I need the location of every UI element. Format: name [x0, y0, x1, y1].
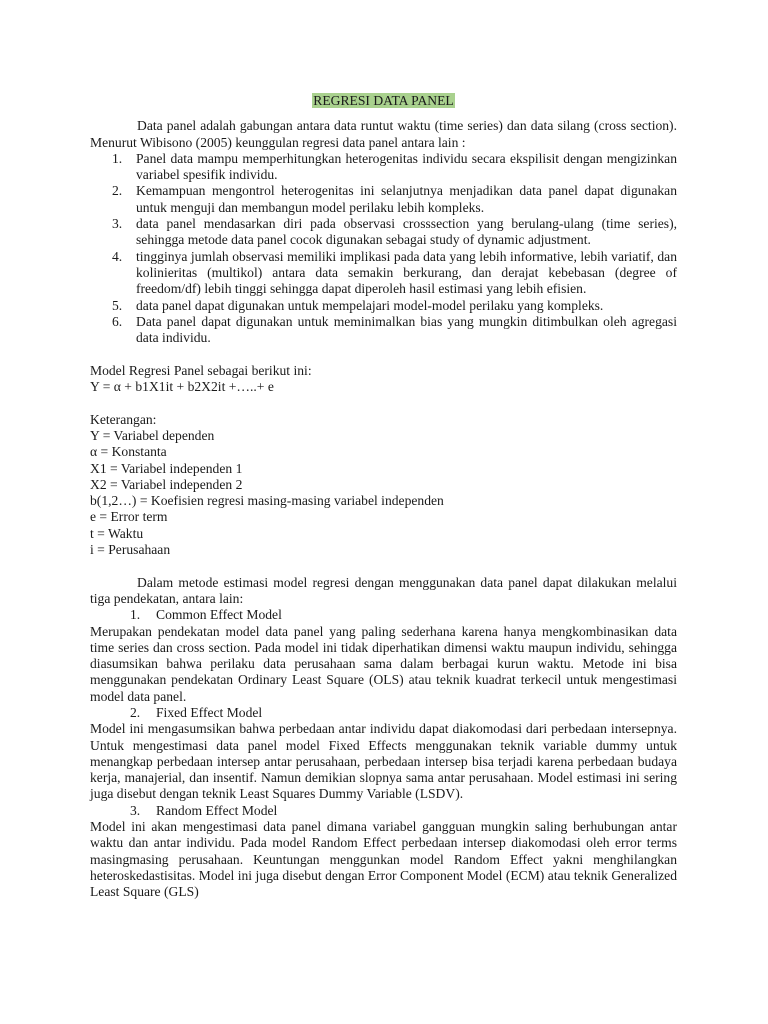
- keterangan-line: α = Konstanta: [90, 444, 167, 460]
- approach-name: Fixed Effect Model: [156, 704, 263, 720]
- approach-name: Random Effect Model: [156, 802, 278, 818]
- approach-heading: [90, 607, 677, 623]
- list-text: data panel mendasarkan diri pada observasi crosssection yang berulang-ulang (time series), sehingga metode data panel cocok digunakan sebagai study of dynamic adjustment.: [136, 216, 677, 248]
- keterangan-title: Keterangan:: [90, 411, 157, 427]
- spacer: [90, 346, 677, 362]
- keterangan-line: i = Perusahaan: [90, 542, 171, 558]
- model-equation: Y = α + b1X1it + b2X2it +…..+ e: [90, 379, 274, 395]
- model-intro: Model Regresi Panel sebagai berikut ini:: [90, 362, 312, 378]
- approach-intro: Dalam metode estimasi model regresi dengan menggunakan data panel dapat dilakukan melalui tiga pendekatan, antara lain:: [90, 574, 677, 606]
- list-text: data panel dapat digunakan untuk mempelajari model-model perilaku yang kompleks.: [136, 297, 604, 313]
- keterangan-line: t = Waktu: [90, 525, 144, 541]
- document-body: [90, 93, 677, 901]
- intro-paragraph: Data panel adalah gabungan antara data runtut waktu (time series) dan data silang (cross section). Menurut Wibisono (2005) keunggulan regresi data panel antara lain :: [90, 118, 677, 150]
- list-number: 1.: [112, 150, 123, 166]
- list-item: [90, 183, 677, 216]
- spacer: [90, 558, 677, 574]
- approach-description: Model ini mengasumsikan bahwa perbedaan antar individu dapat diakomodasi dari perbedaan intersepnya. Untuk mengestimasi data panel model Fixed Effects menggunakan teknik variable dummy untuk menangkap perbedaan intersep antar perusahaan, perbedaan intersep bisa terjadi karena perbedaan budaya kerja, manajerial, dan insentif. Namun demikian slopnya sama antar perusahaan. Model estimasi ini sering juga disebut dengan teknik Least Squares Dummy Variable (LSDV).: [90, 721, 677, 802]
- list-item: [90, 314, 677, 347]
- list-number: 2.: [112, 183, 123, 199]
- list-item: [90, 151, 677, 184]
- keterangan-line: X1 = Variabel independen 1: [90, 460, 243, 476]
- approach-number: 3.: [130, 802, 141, 818]
- advantages-list: [90, 151, 677, 347]
- approach-description: Merupakan pendekatan model data panel yang paling sederhana karena hanya mengkombinasikan data time series dan cross section. Pada model ini tidak diperhatikan dimensi waktu maupun individu, sehingga diasumsikan bahwa perilaku data perusahaan sama dalam berbagai kurun waktu. Metode ini bisa menggunakan pendekatan Ordinary Least Square (OLS) atau teknik kuadrat terkecil untuk mengestimasi model data panel.: [90, 623, 677, 704]
- keterangan-line: b(1,2…) = Koefisien regresi masing-masing variabel independen: [90, 493, 444, 509]
- keterangan-line: X2 = Variabel independen 2: [90, 476, 243, 492]
- approach-number: 2.: [130, 704, 141, 720]
- approach-heading: [90, 803, 677, 819]
- title-block: [90, 93, 677, 109]
- page-title: REGRESI DATA PANEL: [313, 93, 454, 108]
- list-number: 6.: [112, 313, 123, 329]
- list-item: [90, 216, 677, 249]
- list-number: 3.: [112, 216, 123, 232]
- approach-number: 1.: [130, 607, 141, 623]
- list-text: Kemampuan mengontrol heterogenitas ini selanjutnya menjadikan data panel dapat digunakan untuk menguji dan membangun model perilaku lebih kompleks.: [136, 183, 677, 215]
- approach-name: Common Effect Model: [156, 607, 282, 623]
- list-text: Panel data mampu memperhitungkan heterogenitas individu secara ekspilisit dengan mengizinkan variabel spesifik individu.: [136, 150, 677, 183]
- keterangan-line: Y = Variabel dependen: [90, 427, 215, 443]
- approach-description: Model ini akan mengestimasi data panel dimana variabel gangguan mungkin saling berhubungan antar waktu dan antar individu. Pada model Random Effect perbedaan intersep diakomodasi oleh error terms masingmasing perusahaan. Keuntungan menggunkan model Random Effect yakni menghilangkan heteroskedastisitas. Model ini juga disebut dengan Error Component Model (ECM) atau teknik Generalized Least Square (GLS): [90, 819, 677, 900]
- keterangan-line: e = Error term: [90, 509, 168, 525]
- list-item: [90, 298, 677, 314]
- list-text: tingginya jumlah observasi memiliki implikasi pada data yang lebih informative, lebih variatif, dan kolinieritas (multikol) antara data semakin berkurang, dan derajat kebebasan (degree of freedom/df) lebih tinggi sehingga dapat diperoleh hasil estimasi yang lebih efisien.: [136, 248, 677, 297]
- spacer: [90, 395, 677, 411]
- approach-heading: [90, 705, 677, 721]
- list-text: Data panel dapat digunakan untuk meminimalkan bias yang mungkin ditimbulkan oleh agregasi data individu.: [136, 313, 677, 346]
- list-item: [90, 249, 677, 298]
- list-number: 5.: [112, 297, 123, 313]
- list-number: 4.: [112, 248, 123, 264]
